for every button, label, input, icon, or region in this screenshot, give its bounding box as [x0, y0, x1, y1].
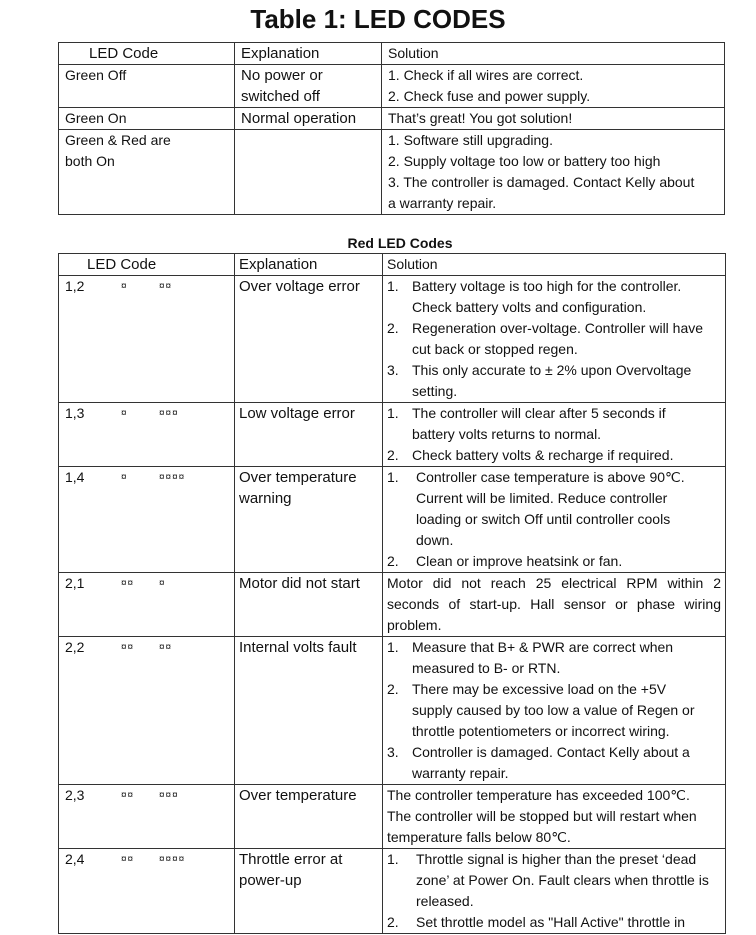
solution-cell: [383, 467, 726, 573]
blink-pattern: ¤¤¤¤: [159, 854, 186, 865]
list-item: 2. Set throttle model as "Hall Active" throttle in: [387, 914, 686, 930]
list-item: 1. Controller case temperature is above 90℃. Current will be limited. Reduce controller loading or switch Off until controller cools down.: [387, 469, 685, 548]
explanation-cell: No power or switched off: [235, 65, 382, 108]
list-item: 2. There may be excessive load on the +5V supply caused by too low a value of Regen or throttle potentiometers or incorrect wiring.: [387, 681, 695, 739]
explanation-cell: Internal volts fault: [235, 637, 383, 785]
blink-pattern: ¤¤: [121, 578, 135, 589]
table-header-row: [59, 254, 726, 276]
list-item: 3. Controller is damaged. Contact Kelly about a warranty repair.: [387, 744, 690, 781]
led-code-cell: 2,1 ¤¤ ¤: [59, 573, 235, 637]
list-item: 1. Throttle signal is higher than the preset ‘dead zone’ at Power On. Fault clears when throttle is released.: [387, 851, 709, 909]
list-item: 2. Check battery volts & recharge if required.: [387, 447, 674, 463]
led-code-cell: 1,2 ¤ ¤¤: [59, 276, 235, 403]
blink-pattern: ¤¤: [121, 790, 135, 801]
list-item: 1. Measure that B+ & PWR are correct when measured to B- or RTN.: [387, 639, 674, 676]
header-solution: Solution: [383, 254, 726, 276]
blink-pattern: ¤¤¤: [159, 790, 179, 801]
led-code-cell: 1,4 ¤ ¤¤¤¤: [59, 467, 235, 573]
red-led-codes-table: [58, 253, 726, 934]
led-code-cell: Green Off: [59, 65, 235, 108]
table-row: [59, 65, 725, 108]
header-explanation: Explanation: [235, 43, 382, 65]
blink-pattern: ¤: [121, 281, 128, 292]
list-item: 2. Clean or improve heatsink or fan.: [387, 553, 623, 569]
table-row: [59, 108, 725, 130]
table-row: [59, 637, 726, 785]
explanation-cell: Over temperature warning: [235, 467, 383, 573]
explanation-cell: Over voltage error: [235, 276, 383, 403]
header-led-code: LED Code: [59, 254, 235, 276]
page-title: Table 1: LED CODES: [250, 4, 506, 34]
table-row: [59, 276, 726, 403]
table-row: [59, 130, 725, 215]
list-item: 3. This only accurate to ± 2% upon Overvoltage setting.: [387, 362, 692, 399]
blink-pattern: ¤: [121, 472, 128, 483]
led-code-cell: Green & Red are both On: [59, 130, 235, 215]
blink-pattern: ¤¤¤¤: [159, 472, 186, 483]
header-solution: Solution: [382, 43, 725, 65]
blink-pattern: ¤: [121, 408, 128, 419]
table-row: [59, 573, 726, 637]
solution-cell: Motor did not reach 25 electrical RPM within 2 seconds of start-up. Hall sensor or phase wiring problem.: [383, 573, 726, 637]
blink-pattern: ¤¤¤: [159, 408, 179, 419]
explanation-cell: Motor did not start: [235, 573, 383, 637]
header-led-code: LED Code: [59, 43, 235, 65]
solution-cell: That’s great! You got solution!: [382, 108, 725, 130]
table-row: [59, 849, 726, 934]
table-row: [59, 467, 726, 573]
blink-pattern: ¤: [159, 578, 166, 589]
list-item: 1. The controller will clear after 5 seconds if battery volts returns to normal.: [387, 405, 666, 442]
solution-cell: [383, 637, 726, 785]
solution-cell: 1. Check if all wires are correct. 2. Check fuse and power supply.: [382, 65, 725, 108]
blink-pattern: ¤¤: [159, 642, 173, 653]
led-code-cell: 2,2 ¤¤ ¤¤: [59, 637, 235, 785]
list-item: 2. Regeneration over-voltage. Controller will have cut back or stopped regen.: [387, 320, 704, 357]
explanation-cell: Low voltage error: [235, 403, 383, 467]
table-header-row: [59, 43, 725, 65]
solution-cell: [383, 403, 726, 467]
led-code-cell: 2,4 ¤¤ ¤¤¤¤: [59, 849, 235, 934]
solution-cell: [383, 276, 726, 403]
blink-pattern: ¤¤: [121, 854, 135, 865]
table-row: [59, 785, 726, 849]
solution-cell: The controller temperature has exceeded 100℃. The controller will be stopped but will restart when temperature falls below 80℃.: [383, 785, 726, 849]
blink-pattern: ¤¤: [159, 281, 173, 292]
solution-cell: [383, 849, 726, 934]
explanation-cell: [235, 130, 382, 215]
led-code-cell: 1,3 ¤ ¤¤¤: [59, 403, 235, 467]
explanation-cell: Normal operation: [235, 108, 382, 130]
led-code-cell: 2,3 ¤¤ ¤¤¤: [59, 785, 235, 849]
table-row: [59, 403, 726, 467]
explanation-cell: Throttle error at power-up: [235, 849, 383, 934]
solution-cell: 1. Software still upgrading. 2. Supply voltage too low or battery too high 3. The controller is damaged. Contact Kelly about a warranty repair.: [382, 130, 725, 215]
explanation-cell: Over temperature: [235, 785, 383, 849]
led-code-cell: Green On: [59, 108, 235, 130]
list-item: 1. Battery voltage is too high for the controller. Check battery volts and configuration.: [387, 278, 682, 315]
blink-pattern: ¤¤: [121, 642, 135, 653]
led-codes-table: [58, 42, 725, 215]
header-explanation: Explanation: [235, 254, 383, 276]
red-led-codes-heading: Red LED Codes: [347, 235, 453, 251]
